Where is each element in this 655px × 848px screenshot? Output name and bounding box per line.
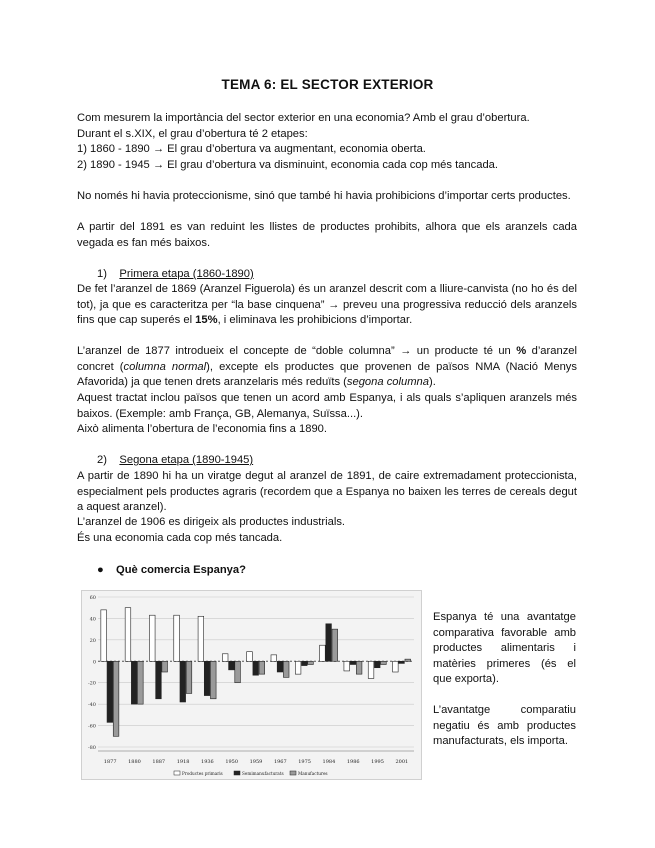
chart-bar (320, 645, 326, 661)
chart-x-tick-label: 1880 (128, 759, 141, 765)
chart-bar (332, 629, 338, 661)
chart-bar (283, 661, 289, 677)
protection-paragraph-1: No només hi havia proteccionisme, sinó que també hi havia prohibicions d’importar certs productes. (77, 190, 571, 202)
section-1-paragraph-2 (77, 344, 577, 391)
text-run: L’aranzel de 1877 introdueix el concepte de “doble columna” → un producte té un (77, 345, 517, 357)
chart-bar (277, 661, 283, 672)
side-paragraph-2 (433, 703, 576, 750)
intro-line: 2) 1890 - 1945 → El grau d’obertura va disminuint, economia cada cop més tancada. (77, 158, 499, 171)
section-2-paragraph-3: És una economia cada cop més tancada. (77, 532, 283, 544)
text-run: ). (429, 376, 436, 388)
chart-bar (356, 661, 362, 674)
chart-bar (326, 624, 332, 662)
chart-bar (101, 610, 107, 661)
intro-line: 1) 1860 - 1890 → El grau d’obertura va augmentant, economia oberta. (77, 143, 426, 155)
side-line: manufacturats, els importa. (433, 735, 568, 747)
chart-y-tick-label: 40 (89, 616, 96, 623)
chart-bar (302, 661, 308, 665)
chart-x-tick-label: 1995 (371, 759, 384, 765)
section-2-title: Segona etapa (1890-1945) (119, 454, 254, 466)
chart-bar (295, 661, 301, 674)
chart-bar (259, 661, 265, 674)
chart-x-tick-label: 1967 (273, 759, 287, 765)
chart-bar (149, 615, 155, 661)
chart-x-tick-label: 1887 (152, 759, 166, 765)
chart-bar (350, 661, 356, 664)
chart-bar (271, 655, 277, 661)
chart-legend-swatch (174, 771, 180, 775)
chart-legend-label: Semimanufacturats (242, 771, 284, 776)
side-line: negatiu és amb productes (433, 719, 576, 732)
chart-y-tick-label: -80 (87, 745, 96, 751)
chart-bar (174, 615, 180, 661)
section-2-heading (97, 453, 253, 469)
text-run-bold: % (516, 345, 527, 357)
chart-x-tick-label: 2001 (395, 759, 409, 765)
side-line: que exporta). (433, 673, 499, 685)
chart-x-tick-label: 1959 (249, 759, 263, 765)
page-title: TEMA 6: EL SECTOR EXTERIOR (221, 77, 434, 92)
chart-bar (247, 652, 253, 662)
chart-x-tick-label: 1984 (322, 759, 336, 765)
chart-bar (113, 661, 119, 736)
side-line: comparativa favorable amb (433, 626, 576, 639)
text-run: ), excepte els productes que provenen de països NMA (Nació Menys Afavorida) ja que tenen drets aranzelaris més reduïts ( (77, 360, 577, 388)
section-1-number: 1) (97, 268, 107, 280)
chart-legend-label: Productes primaris (182, 771, 223, 776)
chart-bar (374, 661, 380, 667)
text-run-bold: 15% (195, 314, 218, 326)
chart-bar (138, 661, 144, 704)
chart-x-tick-label: 1975 (298, 759, 311, 765)
text-run: d’aranzel concret ( (77, 345, 577, 373)
chart-x-ticks (98, 751, 414, 765)
chart-legend-swatch (234, 771, 240, 775)
chart-y-tick-label: 20 (89, 637, 96, 644)
chart-x-tick-label: 1950 (225, 759, 239, 765)
chart-bar (368, 661, 374, 678)
chart-bar (405, 659, 411, 661)
protection-paragraph-2: A partir del 1891 es van reduint les llistes de productes prohibits, alhora que els aranzels cada vegada es fan més baixos. (77, 221, 577, 249)
side-line: Espanya té una avantatge (433, 611, 576, 623)
chart-y-tick-label: 60 (89, 595, 96, 601)
chart-bars (101, 608, 411, 737)
chart-bar (107, 661, 113, 722)
section-2-number: 2) (97, 454, 107, 466)
section-2-paragraph-2: L’aranzel de 1906 es dirigeix als productes industrials. (77, 516, 346, 528)
trade-chart-svg (82, 591, 421, 779)
chart-y-tick-label: -40 (87, 702, 96, 709)
chart-bar (162, 661, 168, 672)
chart-legend (174, 771, 328, 776)
chart-y-tick-label: 0 (92, 659, 96, 666)
chart-bar (198, 616, 204, 661)
chart-legend-swatch (290, 771, 296, 775)
side-line: matèries primeres (és el (433, 657, 576, 670)
chart-bar (381, 661, 387, 664)
chart-y-tick-label: -20 (87, 680, 96, 687)
chart-bar (235, 661, 241, 682)
chart-bar (222, 654, 228, 662)
chart-bar (131, 661, 137, 704)
chart-y-ticks (88, 595, 96, 751)
side-paragraph-1 (433, 610, 576, 688)
chart-bar (156, 661, 162, 699)
section-1-heading (97, 267, 254, 283)
side-line: L’avantatge comparatiu (433, 704, 576, 716)
section-2-paragraph-1: A partir de 1890 hi ha un viratge degut al aranzel de 1891, de caire extremadament proteccionista, especialment pels productes agraris (recordem que a Espanya no baixen les terres de cereals degut a aquest aranzel). (77, 470, 577, 513)
chart-bar (210, 661, 216, 699)
chart-y-tick-label: -60 (87, 723, 96, 730)
chart-bar (229, 661, 235, 670)
bullet-item (97, 564, 246, 576)
chart-bar (308, 661, 314, 664)
side-line: productes alimentaris i (433, 642, 576, 654)
chart-x-tick-label: 1986 (346, 759, 360, 765)
chart-x-tick-label: 1936 (201, 759, 214, 765)
section-1-paragraph-4: Això alimenta l’obertura de l’economia fins a 1890. (77, 423, 327, 435)
chart-legend-label: Manufactures (298, 771, 328, 776)
bullet-text: Què comercia Espanya? (116, 564, 246, 576)
chart-bar (393, 661, 399, 672)
section-1-paragraph-1 (77, 282, 577, 329)
chart-x-tick-label: 1877 (103, 759, 117, 765)
intro-line: Com mesurem la importància del sector exterior en una economia? Amb el grau d’obertura. (77, 112, 530, 124)
text-run-italic: segona columna (346, 376, 429, 388)
chart-bar (204, 661, 210, 695)
chart-bar (344, 661, 350, 671)
chart-bar (186, 661, 192, 693)
section-1-paragraph-3: Aquest tractat inclou països que tenen un acord amb Espanya, i als quals s’apliquen aranzels més baixos. (Exemple: amb França, GB, Alemanya, Suïssa...). (77, 392, 577, 420)
chart-bar (125, 608, 131, 662)
text-run-italic: columna normal (123, 360, 207, 373)
chart-bar (180, 661, 186, 702)
intro-line: Durant el s.XIX, el grau d’obertura té 2 etapes: (77, 127, 308, 140)
trade-chart (81, 590, 422, 780)
chart-bar (399, 661, 405, 663)
bullet-icon: ● (97, 564, 104, 576)
chart-bar (253, 661, 259, 675)
chart-x-tick-label: 1918 (176, 759, 190, 765)
text-run: , i eliminava les prohibicions d’importar. (217, 314, 413, 326)
text-run: De fet l’aranzel de 1869 (Aranzel Figuerola) és un aranzel descrit com a lliure-canvista (no ho és del tot), ja que es caracteritza per “la base cinquena” → preveu una progressiva reducció dels aranzels fins que cap superés el (77, 283, 577, 326)
section-1-title: Primera etapa (1860-1890) (119, 268, 254, 280)
intro-paragraph (77, 111, 577, 173)
